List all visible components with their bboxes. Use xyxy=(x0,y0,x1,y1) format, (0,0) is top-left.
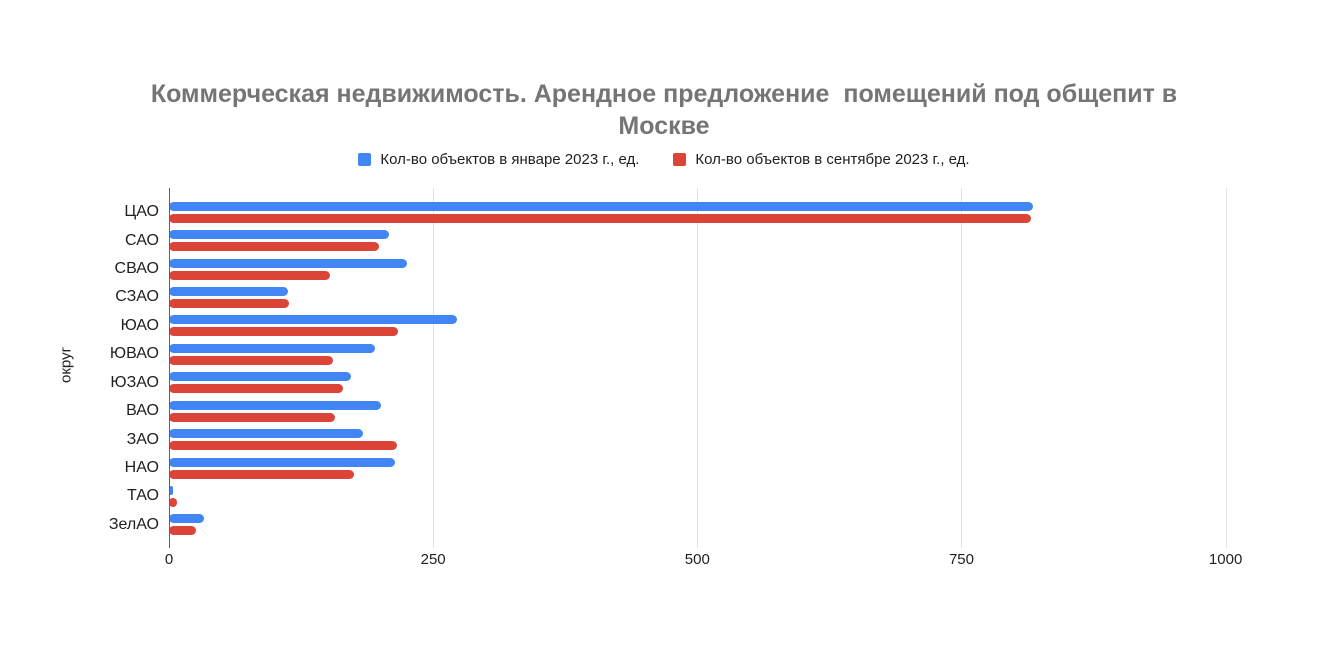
bar-СЗАО-september[interactable] xyxy=(169,299,289,308)
category-row-ТАО xyxy=(126,482,1270,510)
bar-ЗАО-september[interactable] xyxy=(169,441,397,450)
bar-ЗелАО-january[interactable] xyxy=(169,514,204,523)
category-row-ЗелАО xyxy=(108,511,1270,539)
bar-САО-september[interactable] xyxy=(169,242,379,251)
category-row-ЗАО xyxy=(126,425,1270,453)
category-label-СЗАО: СЗАО xyxy=(115,288,159,306)
category-row-ЮЗАО xyxy=(110,369,1270,397)
bar-ВАО-january[interactable] xyxy=(169,401,381,410)
category-row-СВАО xyxy=(114,255,1270,283)
bar-ЮАО-january[interactable] xyxy=(169,315,457,324)
x-tick-label-250: 250 xyxy=(420,551,446,568)
y-axis-title: округ xyxy=(57,346,75,383)
category-row-ВАО xyxy=(126,397,1270,425)
category-row-НАО xyxy=(124,454,1270,482)
y-axis-line xyxy=(169,188,170,548)
legend-item-january[interactable] xyxy=(358,151,639,168)
plot-area xyxy=(108,188,1270,541)
legend xyxy=(0,151,1328,168)
legend-item-september[interactable] xyxy=(673,151,969,168)
bar-ВАО-september[interactable] xyxy=(169,413,335,422)
legend-label: Кол-во объектов в январе 2023 г., ед. xyxy=(380,151,640,168)
category-label-ЦАО: ЦАО xyxy=(124,203,159,221)
bar-ЮАО-september[interactable] xyxy=(169,327,398,336)
category-row-СЗАО xyxy=(115,283,1270,311)
legend-swatch-icon xyxy=(673,153,686,166)
bar-ЦАО-january[interactable] xyxy=(169,202,1033,211)
bar-ТАО-september[interactable] xyxy=(169,498,177,507)
bar-ЮВАО-september[interactable] xyxy=(169,356,333,365)
bar-ЮЗАО-january[interactable] xyxy=(169,372,351,381)
bar-СВАО-january[interactable] xyxy=(169,259,407,268)
bar-ЗелАО-september[interactable] xyxy=(169,526,196,535)
category-label-ТАО: ТАО xyxy=(126,487,159,505)
category-label-ЮЗАО: ЮЗАО xyxy=(110,373,159,391)
category-row-ЮВАО xyxy=(109,340,1270,368)
x-tick-label-0: 0 xyxy=(164,551,174,568)
x-tick-label-500: 500 xyxy=(684,551,710,568)
category-label-ЮАО: ЮАО xyxy=(120,316,159,334)
bar-СВАО-september[interactable] xyxy=(169,271,330,280)
bar-rows xyxy=(108,188,1270,541)
x-tick-label-1000: 1000 xyxy=(1208,551,1243,568)
x-tick-label-750: 750 xyxy=(948,551,974,568)
category-label-НАО: НАО xyxy=(124,459,159,476)
category-label-ЗАО: ЗАО xyxy=(126,430,159,448)
x-axis xyxy=(164,551,1270,573)
bar-ЦАО-september[interactable] xyxy=(169,214,1031,223)
bar-ЮВАО-january[interactable] xyxy=(169,344,375,353)
category-row-САО xyxy=(125,226,1270,254)
category-label-ВАО: ВАО xyxy=(126,402,159,420)
bar-НАО-september[interactable] xyxy=(169,470,354,479)
bar-ЗАО-january[interactable] xyxy=(169,429,363,438)
bar-СЗАО-january[interactable] xyxy=(169,287,288,296)
category-row-ЮАО xyxy=(120,312,1270,340)
bar-НАО-january[interactable] xyxy=(169,458,395,467)
category-row-ЦАО xyxy=(124,198,1270,226)
category-label-САО: САО xyxy=(125,231,159,249)
category-label-СВАО: СВАО xyxy=(114,260,159,278)
legend-label: Кол-во объектов в сентябре 2023 г., ед. xyxy=(695,151,970,168)
category-label-ЮВАО: ЮВАО xyxy=(109,345,159,363)
bar-САО-january[interactable] xyxy=(169,230,389,239)
bar-ЮЗАО-september[interactable] xyxy=(169,384,343,393)
legend-swatch-icon xyxy=(358,153,371,166)
chart-title: Коммерческая недвижимость. Арендное предложение помещений под общепит в Москве xyxy=(150,80,1185,140)
category-label-ЗелАО: ЗелАО xyxy=(108,515,159,533)
